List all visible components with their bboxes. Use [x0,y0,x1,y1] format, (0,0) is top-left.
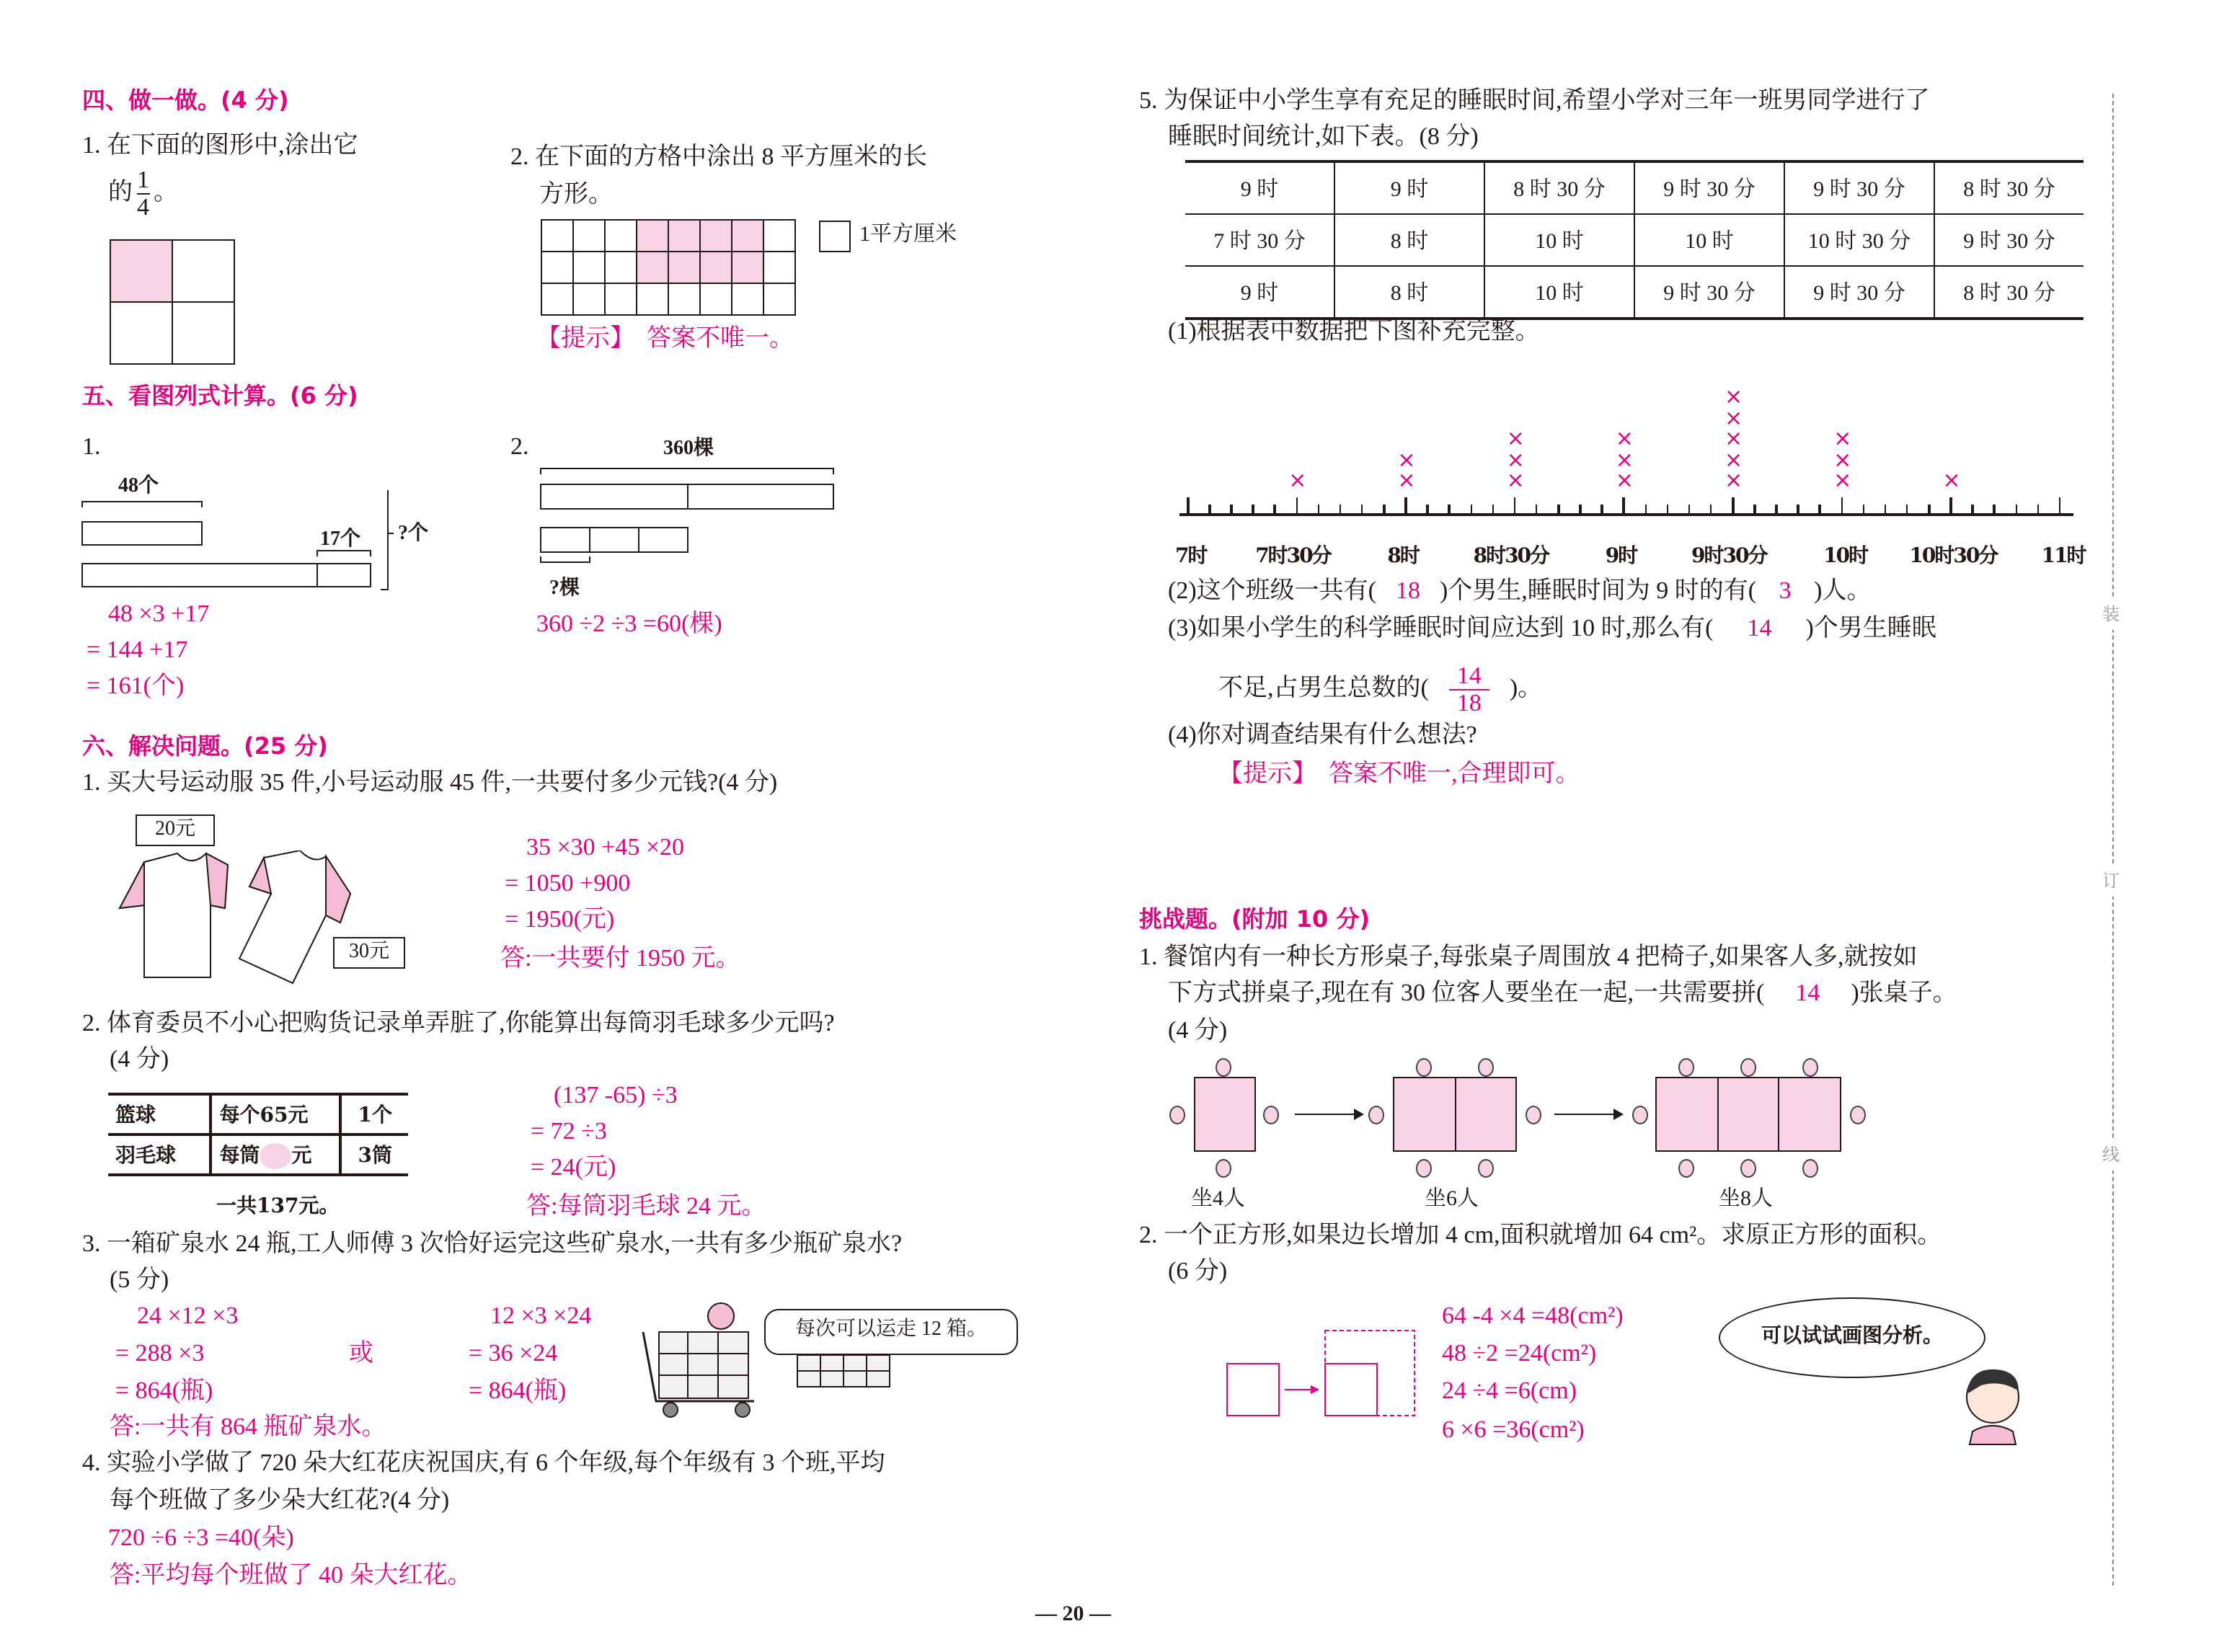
minor-tick [1557,505,1559,515]
answer-total: 18 [1395,577,1420,604]
answer: 答:一共要付 1950 元。 [500,944,740,972]
shaded-cell [637,220,668,252]
table-cell: 9 时 [1185,161,1334,214]
item-cell: 篮球 [108,1094,211,1134]
minor-tick [1601,505,1603,515]
s6-q1-text: 1. 买大号运动服 35 件,小号运动服 45 件,一共要付多少元钱?(4 分) [82,768,778,796]
qty-cell: 3筒 [341,1134,408,1175]
price-tag-large: 30元 [333,937,405,969]
minor-tick [1862,505,1864,515]
section-5-heading: 五、看图列式计算。(6 分) [82,382,358,409]
q5-text: 5. 为保证中小学生享有充足的睡眠时间,希望小学对三年一班男同学进行了 [1139,86,1930,114]
x-mark: × [1833,467,1852,493]
x-mark: × [1506,467,1525,493]
calc-line: 35 ×30 +45 ×20 [526,833,685,861]
chair [1416,1159,1432,1178]
minor-tick [1885,505,1887,515]
chair [1263,1106,1279,1124]
q5-part3 [1168,613,1936,644]
shaded-cell [668,220,700,252]
hint-tag: 【提示】 [1218,760,1316,787]
table-3 [1655,1077,1841,1152]
x-mark: × [1615,446,1634,472]
q5-part1: (1)根据表中数据把下图补充完整。 [1168,317,1540,345]
x-mark: × [1506,446,1525,472]
s4-q1-text: 1. 在下面的图形中,涂出它 [82,131,358,159]
minor-tick [1470,505,1472,515]
tick-label: 11时 [2041,545,2086,568]
cell [172,240,234,302]
chair [1216,1058,1231,1077]
table-cell: 8 时 30 分 [1934,266,2084,319]
calc-line: = 24(元) [531,1153,616,1181]
text: )个男生,睡眠时间为 9 时的有( [1439,577,1757,604]
answer-fraction [1429,663,1510,716]
cell [573,220,605,252]
price-cell [211,1134,341,1175]
section-4-heading: 四、做一做。(4 分) [82,86,289,114]
boxes-on-cart [659,1332,748,1398]
hint-tag: 【提示】 [536,324,634,352]
minor-tick [1427,505,1429,515]
x-mark: × [1942,467,1961,493]
quarter-grid [110,239,235,365]
calc-line: 48 ÷2 =24(cm²) [1442,1339,1597,1367]
minor-tick [1993,505,1996,515]
minor-tick [1819,505,1821,515]
minor-tick [1492,505,1494,515]
answer: 答:平均每个班做了 40 朵大红花。 [110,1561,472,1589]
table-1 [1194,1077,1256,1152]
hint-text: 答案不唯一,合理即可。 [1329,760,1580,787]
s5-q1-number: 1. [82,432,101,460]
price-tag-small: 20元 [136,814,215,846]
table-cell: 10 时 [1484,214,1634,266]
arrow-head [1354,1109,1364,1120]
text: )个男生睡眠 [1805,614,1936,641]
calc-line: = 161(个) [87,672,185,699]
x-mark: × [1288,467,1307,493]
shaded-cell [732,220,763,252]
q5-part2 [1168,575,1871,607]
table-cell: 9 时 [1185,266,1334,319]
total-label: 一共137元。 [216,1195,340,1218]
table-cell: 10 时 30 分 [1784,214,1934,266]
table-cell: 8 时 [1334,266,1484,319]
chair [1850,1106,1866,1124]
label-360: 360棵 [663,438,714,460]
page-number: — 20 — [1035,1603,1111,1626]
answer-nine: 3 [1779,577,1792,604]
square-grid [541,219,796,316]
calc-line: 24 ÷4 =6(cm) [1442,1377,1577,1404]
table-cell: 9 时 [1334,161,1484,214]
enlarged-square [1325,1331,1414,1416]
chair [1678,1058,1694,1077]
cell [668,283,700,315]
cell [110,302,172,364]
chair [1478,1159,1494,1178]
bar-diagram-1 [72,490,418,605]
qty-cell: 1个 [341,1094,408,1134]
major-tick [1623,497,1625,515]
s4-q1-text2 [108,167,178,221]
calc-line: 64 -4 ×4 =48(cm²) [1442,1302,1624,1329]
answer: 答:一共有 864 瓶矿泉水。 [110,1413,386,1440]
major-tick [2059,497,2061,515]
x-mark: × [1397,467,1416,493]
table-cell: 9 时 30 分 [1784,266,1934,319]
minor-tick [1361,505,1363,515]
cell [541,252,573,283]
cell [605,220,637,252]
major-tick [1841,497,1843,515]
seat-label: 坐8人 [1719,1188,1774,1211]
original-square [1227,1364,1279,1416]
shaded-cell [700,220,732,252]
calc-line: = 864(瓶) [115,1377,213,1404]
chair [1802,1159,1818,1178]
calc-line: (137 -65) ÷3 [554,1081,678,1109]
seat-label: 坐4人 [1191,1188,1246,1211]
section-6-heading: 六、解决问题。(25 分) [82,732,328,760]
bar-short [82,522,202,545]
q5-text2: 睡眠时间统计,如下表。(8 分) [1168,123,1479,150]
minor-tick [1906,505,1908,515]
calc-line: = 1050 +900 [505,869,631,897]
text: (3)如果小学生的科学睡眠时间应达到 10 时,那么有( [1168,614,1714,641]
boy-shirt [1970,1426,2016,1444]
sleep-time-table [1185,160,2084,320]
minor-tick [1666,505,1668,515]
answer: 答:每筒羽毛球 24 元。 [526,1192,766,1220]
minor-tick [1340,505,1342,515]
wheel [663,1403,678,1417]
minor-tick [1753,505,1756,515]
calc-line: 360 ÷2 ÷3 =60(棵) [536,610,722,637]
q5-part4: (4)你对调查结果有什么想法? [1168,721,1477,748]
tick-label: 8时 [1387,545,1419,568]
c1-points: (4 分) [1168,1016,1228,1044]
c1-text: 1. 餐馆内有一种长方形桌子,每张桌子周围放 4 把椅子,如果客人多,就按如 [1139,943,1918,970]
shaded-cell [668,252,700,283]
chair [1802,1058,1818,1077]
or-label: 或 [349,1339,373,1367]
stain [260,1143,292,1169]
tick-label: 9时 [1605,545,1637,568]
x-mark: × [1397,446,1416,472]
minor-tick [1448,505,1451,515]
q5-part3b [1218,663,1542,716]
unit-legend-label: 1平方厘米 [859,223,957,247]
hint-speech-bubble: 可以试试画图分析。 [1719,1297,1985,1378]
calc-line: 48 ×3 +17 [108,600,210,627]
cell [541,220,573,252]
bar-diagram-2 [533,458,844,574]
s6-q2-text: 2. 体育委员不小心把购货记录单弄脏了,你能算出每筒羽毛球多少元吗? [82,1009,835,1036]
c2-points: (6 分) [1168,1257,1228,1284]
cell [172,302,234,364]
tick-label: 10时30分 [1909,545,1998,568]
table-cell: 7 时 30 分 [1185,214,1334,266]
chair [1416,1058,1432,1077]
minor-tick [1797,505,1799,515]
calc-line: 6 ×6 =36(cm²) [1442,1416,1585,1443]
chair [1740,1058,1756,1077]
price-suffix: 元 [291,1145,312,1168]
brace-360 [541,468,833,474]
x-mark: × [1725,404,1743,430]
x-mark: × [1725,446,1743,472]
tick-label: 10时 [1823,545,1868,568]
cell [605,252,637,283]
seat-label: 坐6人 [1425,1188,1479,1211]
cell [700,283,732,315]
bar-half [541,528,688,552]
major-tick [1187,497,1189,515]
minor-tick [1383,505,1385,515]
s6-q4-text2: 每个班做了多少朵大红花?(4 分) [110,1486,450,1514]
speech-bubble: 每次可以运走 12 箱。 [764,1309,1018,1355]
calc-line: 24 ×12 ×3 [137,1302,239,1329]
label-unknown: ?个 [398,523,428,545]
purchase-record-table [108,1093,408,1176]
price-cell: 每个65元 [211,1094,341,1134]
x-mark: × [1615,425,1634,451]
margin-char: 线 [2102,1139,2120,1171]
minor-tick [2037,505,2039,515]
calc-line: = 1950(元) [505,905,615,933]
cell [763,252,795,283]
minor-tick [1252,505,1254,515]
calc-line: 12 ×3 ×24 [490,1302,592,1329]
major-tick [1296,497,1298,515]
minor-tick [1317,505,1319,515]
calc-line: = 864(瓶) [469,1377,567,1404]
table-cell: 10 时 [1634,214,1784,266]
minor-tick [1972,505,1974,515]
chair [1740,1159,1756,1178]
x-mark: × [1615,467,1634,493]
text: (2)这个班级一共有( [1168,577,1376,604]
calc-line: = 288 ×3 [115,1339,205,1367]
tick-label: 7时30分 [1255,545,1331,568]
chair [1216,1159,1231,1178]
challenge-heading: 挑战题。(附加 10 分) [1139,905,1371,933]
fraction [137,167,149,221]
square-growth-diagram [1218,1323,1427,1427]
major-tick [1514,497,1516,515]
brace-part [541,556,590,562]
minor-tick [1536,505,1538,515]
c1-text2 [1168,977,1957,1009]
s5-q2-number: 2. [510,432,529,460]
s4-q2-text2: 方形。 [539,180,613,208]
hint-text: 答案不唯一。 [647,324,794,352]
s4-q2-text: 2. 在下面的方格中涂出 8 平方厘米的长 [510,143,927,170]
minor-tick [1579,505,1581,515]
label-48: 48个 [118,476,159,497]
numerator: 14 [1449,663,1489,690]
s6-q3-text: 3. 一箱矿泉水 24 瓶,工人师傅 3 次恰好运完这些矿泉水,一共有多少瓶矿泉水? [82,1230,903,1257]
major-tick [1949,497,1952,515]
price-prefix: 每筒 [219,1145,260,1168]
text: )。 [1509,673,1543,701]
boy-avatar [1958,1362,2030,1446]
denominator: 18 [1456,689,1482,716]
text: 不足,占男生总数的( [1218,673,1429,701]
brace-total [381,490,394,590]
cell [605,283,637,315]
x-mark: × [1833,446,1852,472]
minor-tick [1644,505,1647,515]
answer-short-sleep: 14 [1747,614,1772,641]
hint [536,323,794,355]
table-cell: 9 时 30 分 [1784,161,1934,214]
tick-label: 9时30分 [1691,545,1767,568]
cell [573,283,605,315]
margin-char: 订 [2102,865,2120,897]
answer-tables: 14 [1795,979,1820,1006]
binding-line [2112,94,2114,1586]
shaded-cell [637,252,668,283]
unit-square-legend [819,221,851,252]
table-row [1185,214,2084,266]
x-mark: × [1725,383,1743,409]
cell [763,283,795,315]
denominator: 4 [137,193,149,221]
text: )人。 [1814,577,1872,604]
x-mark: × [1833,425,1852,451]
arrow-head [1613,1109,1624,1120]
brace-48 [82,502,202,507]
chair [1678,1159,1694,1178]
table-row [1185,161,2084,214]
minor-tick [1230,505,1232,515]
numerator: 1 [137,166,149,193]
table-cell: 9 时 30 分 [1634,266,1784,319]
minor-tick [1274,505,1276,515]
minor-tick [1710,505,1712,515]
cell [732,283,763,315]
chair [1478,1058,1494,1077]
major-tick [1732,497,1734,515]
item-cell: 羽毛球 [108,1134,211,1175]
shirts-illustration [112,851,358,987]
minor-tick [1775,505,1777,515]
minor-tick [1688,505,1691,515]
s6-q3-points: (5 分) [110,1266,169,1293]
label-unknown-trees: ?棵 [549,578,580,600]
major-tick [1404,497,1407,515]
original-square-inside [1325,1364,1377,1416]
tick-label: 8时30分 [1473,545,1549,568]
minor-tick [1208,505,1210,515]
tick-label: 7时 [1175,545,1207,568]
table-row [1185,266,2084,319]
bar-long [82,564,371,587]
arrows [1290,1104,1637,1124]
cell [763,220,795,252]
calc-line: = 72 ÷3 [531,1117,607,1145]
text: 。 [154,177,178,205]
table-cell: 9 时 30 分 [1934,214,2084,266]
shaded-cell [110,240,172,302]
table-cell: 8 时 [1334,214,1484,266]
label-17: 17个 [320,529,360,551]
cell [637,283,668,315]
s6-q2-points: (4 分) [110,1045,169,1073]
chair [1169,1106,1185,1124]
number-line-axis [1179,513,2073,516]
cell [541,283,573,315]
calc-line: = 144 +17 [87,636,188,663]
text: 的 [108,177,133,205]
wheel [735,1403,750,1417]
s6-q4-text: 4. 实验小学做了 720 朵大红花庆祝国庆,有 6 个年级,每个年级有 3 个班,平均 [82,1449,885,1476]
table-cell: 10 时 [1484,266,1634,319]
x-mark: × [1725,425,1743,451]
x-mark: × [1725,467,1743,493]
margin-char: 装 [2102,598,2120,630]
table-cell: 9 时 30 分 [1634,161,1784,214]
minor-tick [2015,505,2017,515]
table-cell: 8 时 30 分 [1934,161,2084,214]
x-mark: × [1506,425,1525,451]
shaded-cell [732,252,763,283]
text: 下方式拼桌子,现在有 30 位客人要坐在一起,一共需要拼( [1168,979,1765,1006]
c2-text: 2. 一个正方形,如果边长增加 4 cm,面积就增加 64 cm²。求原正方形的面积。 [1139,1221,1942,1248]
calc-line: = 36 ×24 [469,1339,558,1367]
arrow-head [1311,1385,1319,1394]
hint [1218,758,1580,790]
calc-line: 720 ÷6 ÷3 =40(朵) [108,1524,294,1551]
cell [573,252,605,283]
shaded-cell [700,252,732,283]
minor-tick [1928,505,1930,515]
text: )张桌子。 [1851,979,1957,1006]
worker-head [708,1303,734,1329]
table-cell: 8 时 30 分 [1484,161,1634,214]
